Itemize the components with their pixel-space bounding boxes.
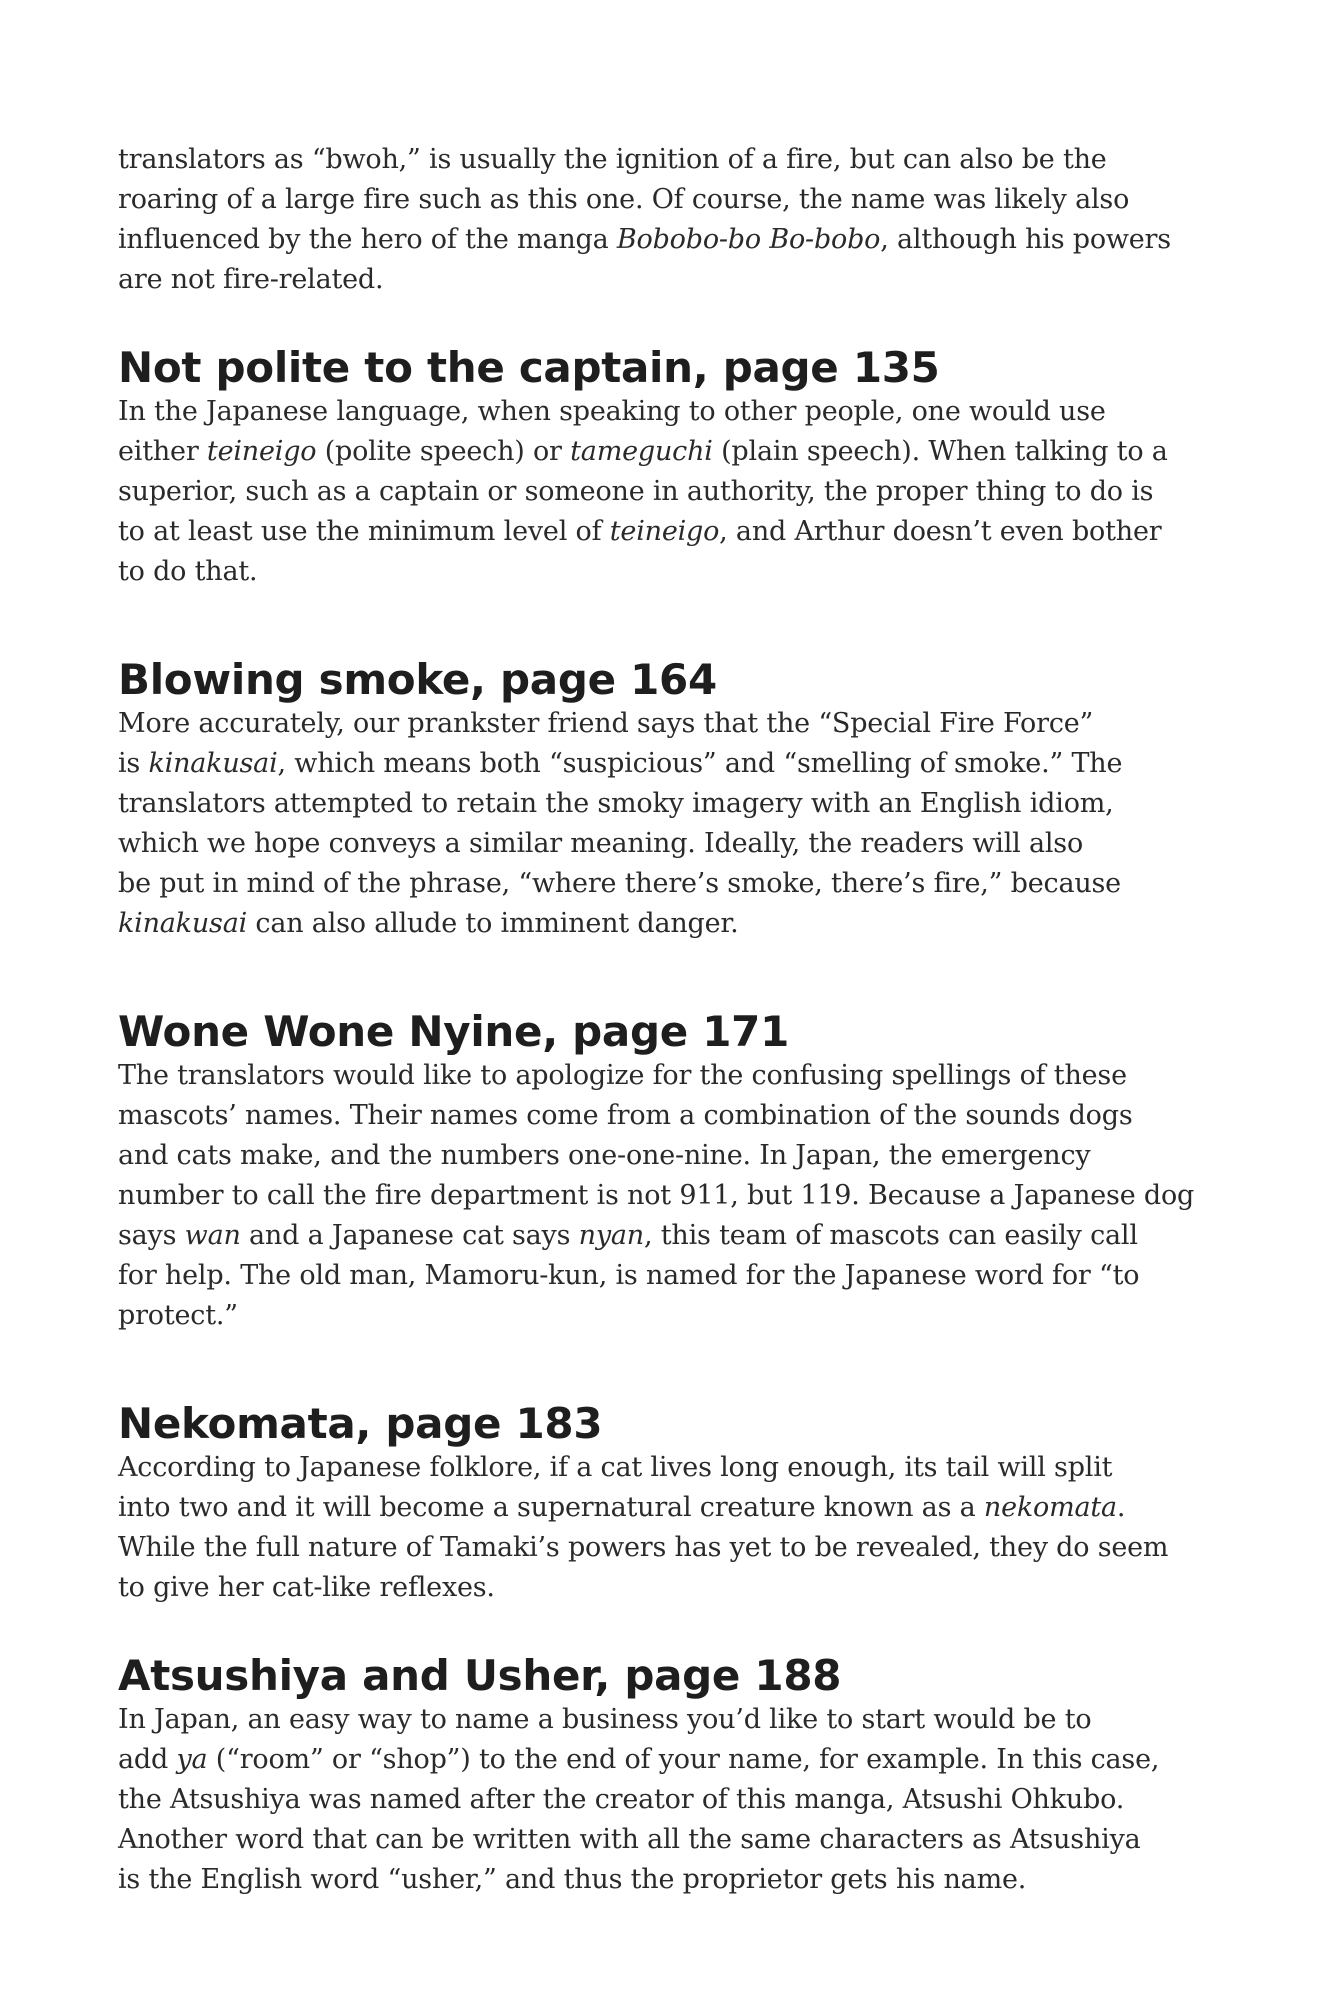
text-line: to do that.: [118, 556, 258, 587]
italic-title: Bobobo-bo Bo-bobo: [616, 224, 881, 255]
section-heading: Nekomata, page 183: [118, 1399, 603, 1448]
text-line: says wan and a Japanese cat says nyan, this team of mascots can easily call: [118, 1220, 1138, 1251]
text-line: are not fire-related.: [118, 264, 384, 295]
text-line: is the English word “usher,” and thus the proprietor gets his name.: [118, 1864, 1027, 1895]
text-line: In Japan, an easy way to name a business you’d like to start would be to: [118, 1704, 1092, 1735]
note-section: [118, 656, 1258, 944]
text-line: influenced by the hero of the manga Bobobo-bo Bo-bobo, although his powers: [118, 224, 1171, 255]
text-line: add ya (“room” or “shop”) to the end of your name, for example. In this case,: [118, 1744, 1160, 1775]
note-section: [118, 1008, 1258, 1336]
section-paragraph: [118, 392, 1258, 592]
text-line: roaring of a large fire such as this one. Of course, the name was likely also: [118, 184, 1130, 215]
section-paragraph: [118, 704, 1258, 944]
section-heading: Not polite to the captain, page 135: [118, 343, 940, 392]
text-line: While the full nature of Tamaki’s powers has yet to be revealed, they do seem: [118, 1532, 1169, 1563]
note-section: [118, 1400, 1258, 1608]
section-heading: Wone Wone Nyine, page 171: [118, 1007, 790, 1056]
text-line: be put in mind of the phrase, “where there’s smoke, there’s fire,” because: [118, 868, 1121, 899]
text-line: According to Japanese folklore, if a cat lives long enough, its tail will split: [118, 1452, 1113, 1483]
text-line: mascots’ names. Their names come from a combination of the sounds dogs: [118, 1100, 1133, 1131]
section-heading: Atsushiya and Usher, page 188: [118, 1651, 842, 1700]
text-line: superior, such as a captain or someone in authority, the proper thing to do is: [118, 476, 1154, 507]
text-line: number to call the fire department is not 911, but 119. Because a Japanese dog: [118, 1180, 1195, 1211]
text-line: kinakusai can also allude to imminent danger.: [118, 908, 739, 939]
text-line: The translators would like to apologize for the confusing spellings of these: [118, 1060, 1127, 1091]
text-line: for help. The old man, Mamoru-kun, is named for the Japanese word for “to: [118, 1260, 1140, 1291]
intro-paragraph: [118, 140, 1258, 300]
text-line: In the Japanese language, when speaking to other people, one would use: [118, 396, 1106, 427]
section-paragraph: [118, 1448, 1258, 1608]
text-line: which we hope conveys a similar meaning. Ideally, the readers will also: [118, 828, 1084, 859]
text-line: More accurately, our prankster friend says that the “Special Fire Force”: [118, 708, 1094, 739]
section-paragraph: [118, 1700, 1258, 1900]
text-line: is kinakusai, which means both “suspicious” and “smelling of smoke.” The: [118, 748, 1123, 779]
translation-notes-page: [118, 140, 1258, 1900]
text-line: the Atsushiya was named after the creator of this manga, Atsushi Ohkubo.: [118, 1784, 1125, 1815]
text-line: translators as “bwoh,” is usually the ignition of a fire, but can also be the: [118, 144, 1107, 175]
section-paragraph: [118, 1056, 1258, 1336]
text-line: either teineigo (polite speech) or tameguchi (plain speech). When talking to a: [118, 436, 1168, 467]
text-line: into two and it will become a supernatural creature known as a nekomata.: [118, 1492, 1126, 1523]
text-line: and cats make, and the numbers one-one-nine. In Japan, the emergency: [118, 1140, 1091, 1171]
note-section: [118, 344, 1258, 592]
text-line: protect.”: [118, 1300, 238, 1331]
note-section: [118, 1652, 1258, 1900]
section-heading: Blowing smoke, page 164: [118, 655, 717, 704]
text-line: to at least use the minimum level of teineigo, and Arthur doesn’t even bother: [118, 516, 1162, 547]
text-line: to give her cat-like reflexes.: [118, 1572, 495, 1603]
text-line: Another word that can be written with all the same characters as Atsushiya: [118, 1824, 1141, 1855]
text-line: translators attempted to retain the smoky imagery with an English idiom,: [118, 788, 1114, 819]
